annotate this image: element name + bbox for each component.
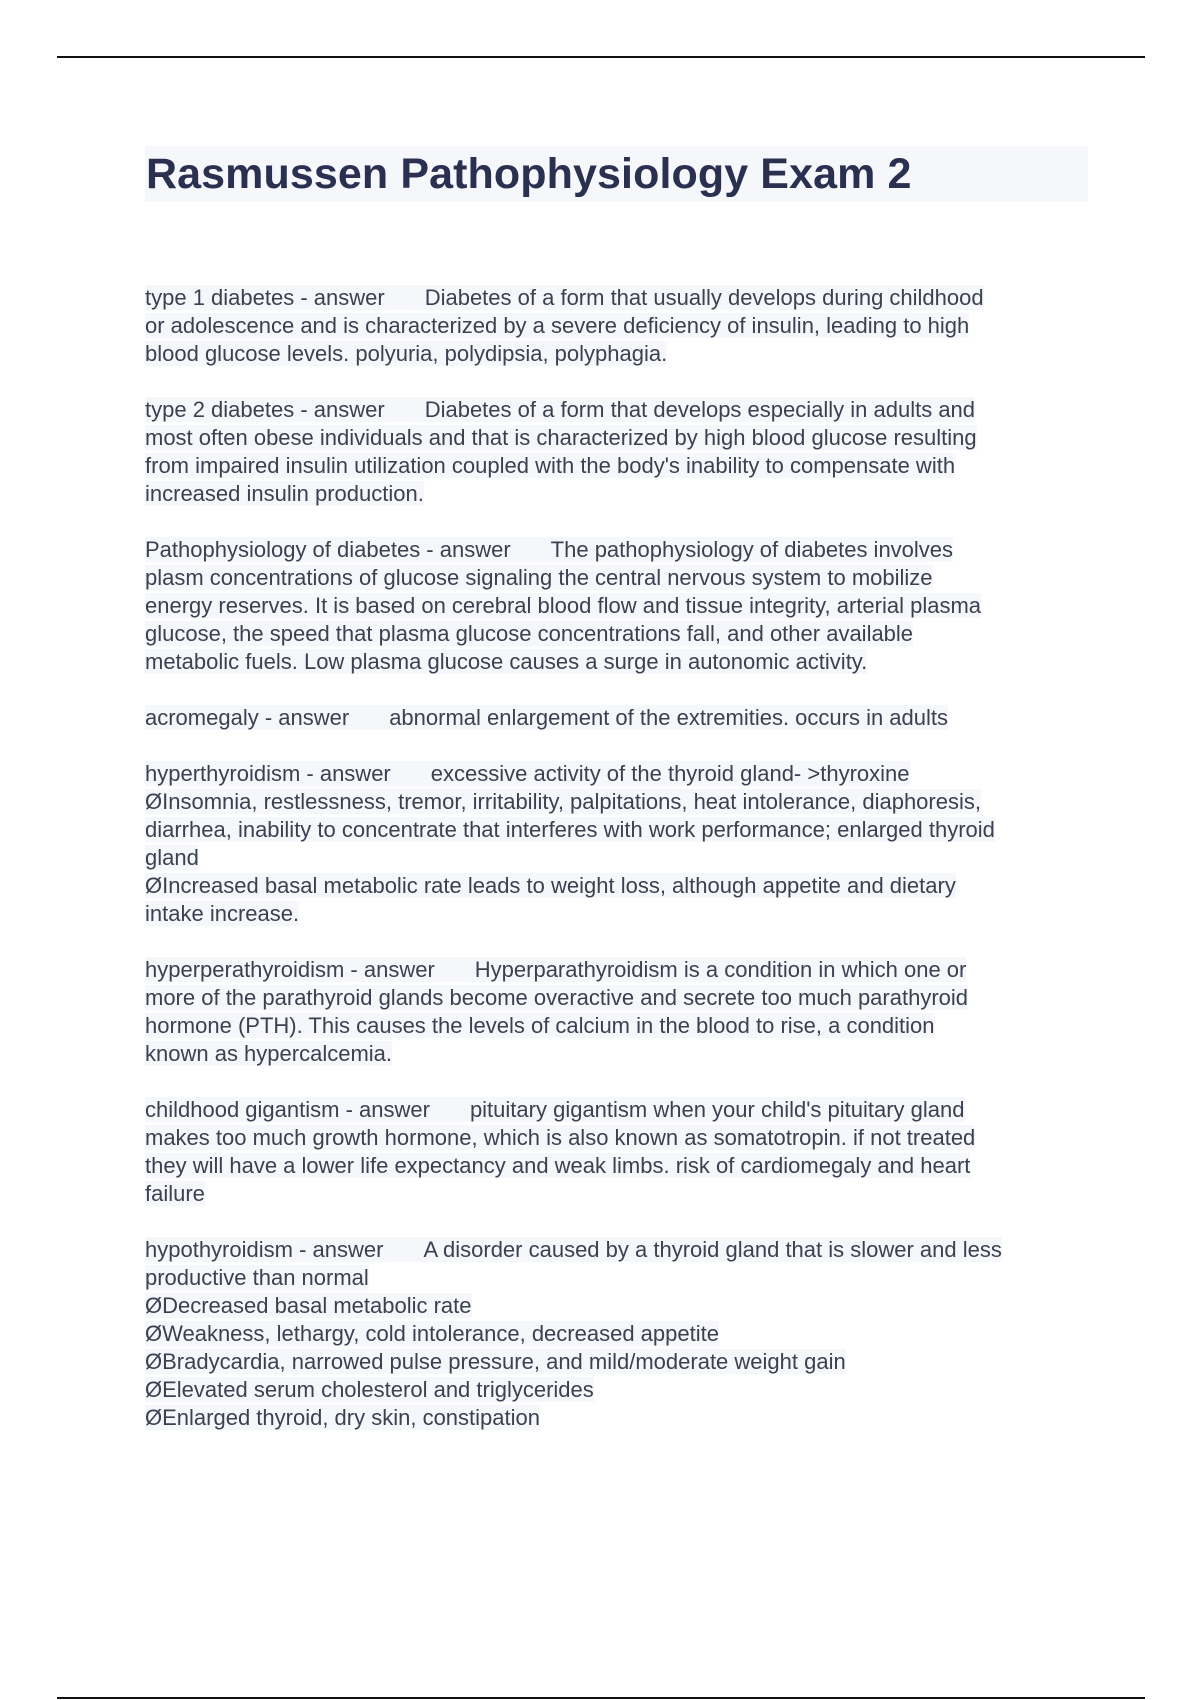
entry-answer-line: most often obese individuals and that is characterized by high blood glucose resulting <box>145 425 977 450</box>
entry-answer-line: Diabetes of a form that usually develops during childhood <box>424 285 984 310</box>
entry-answer-line: productive than normal <box>145 1265 369 1290</box>
entry-answer-line: known as hypercalcemia. <box>145 1041 393 1066</box>
page-title: Rasmussen Pathophysiology Exam 2 <box>146 150 912 198</box>
entry-answer-line: Hyperparathyroidism is a condition in which one or <box>474 957 967 982</box>
flashcard-entry <box>145 1236 1095 1432</box>
entry-answer-line: pituitary gigantism when your child's pituitary gland <box>469 1097 965 1122</box>
entry-answer-line: hormone (PTH). This causes the levels of calcium in the blood to rise, a condition <box>145 1013 935 1038</box>
flashcard-entry <box>145 956 1095 1068</box>
entry-answer-line: ØElevated serum cholesterol and triglycerides <box>145 1377 594 1402</box>
entry-term: type 2 diabetes - answer <box>145 397 385 422</box>
entry-answer-line: The pathophysiology of diabetes involves <box>550 537 954 562</box>
flashcard-list <box>145 284 1095 1460</box>
entry-answer-line: ØWeakness, lethargy, cold intolerance, decreased appetite <box>145 1321 719 1346</box>
entry-answer-line: ØEnlarged thyroid, dry skin, constipation <box>145 1405 540 1430</box>
entry-term: childhood gigantism - answer <box>145 1097 430 1122</box>
entry-answer-line: from impaired insulin utilization coupled with the body's inability to compensate with <box>145 453 956 478</box>
entry-answer-line: glucose, the speed that plasma glucose concentrations fall, and other available <box>145 621 914 646</box>
entry-answer-line: plasm concentrations of glucose signaling the central nervous system to mobilize <box>145 565 933 590</box>
flashcard-entry <box>145 704 1095 732</box>
entry-term: hyperthyroidism - answer <box>145 761 391 786</box>
entry-term: hyperperathyroidism - answer <box>145 957 435 982</box>
entry-term: acromegaly - answer <box>145 705 350 730</box>
flashcard-entry <box>145 760 1095 928</box>
entry-answer-line: excessive activity of the thyroid gland- >thyroxine <box>430 761 910 786</box>
entry-answer-line: intake increase. <box>145 901 300 926</box>
entry-answer-line: ØInsomnia, restlessness, tremor, irritability, palpitations, heat intolerance, diaphoresis, <box>145 789 981 814</box>
entry-answer-line: makes too much growth hormone, which is also known as somatotropin. if not treated <box>145 1125 976 1150</box>
entry-answer-line: more of the parathyroid glands become overactive and secrete too much parathyroid <box>145 985 969 1010</box>
flashcard-entry <box>145 1096 1095 1208</box>
entry-term: type 1 diabetes - answer <box>145 285 385 310</box>
entry-answer-line: ØDecreased basal metabolic rate <box>145 1293 472 1318</box>
entry-answer-line: ØBradycardia, narrowed pulse pressure, and mild/moderate weight gain <box>145 1349 846 1374</box>
bottom-rule <box>57 1697 1145 1699</box>
flashcard-entry <box>145 284 1095 368</box>
entry-answer-line: diarrhea, inability to concentrate that interferes with work performance; enlarged thyroid <box>145 817 995 842</box>
entry-answer-line: they will have a lower life expectancy and weak limbs. risk of cardiomegaly and heart <box>145 1153 971 1178</box>
entry-answer-line: or adolescence and is characterized by a severe deficiency of insulin, leading to high <box>145 313 970 338</box>
entry-term: hypothyroidism - answer <box>145 1237 384 1262</box>
entry-answer-line: A disorder caused by a thyroid gland that is slower and less <box>423 1237 1002 1262</box>
entry-answer-line: failure <box>145 1181 205 1206</box>
entry-answer-line: gland <box>145 845 199 870</box>
flashcard-entry <box>145 536 1095 676</box>
entry-answer-line: metabolic fuels. Low plasma glucose causes a surge in autonomic activity. <box>145 649 868 674</box>
flashcard-entry <box>145 396 1095 508</box>
entry-answer-line: Diabetes of a form that develops especially in adults and <box>424 397 976 422</box>
entry-answer-line: blood glucose levels. polyuria, polydipsia, polyphagia. <box>145 341 668 366</box>
entry-answer-line: ØIncreased basal metabolic rate leads to weight loss, although appetite and dietary <box>145 873 956 898</box>
entry-answer-line: abnormal enlargement of the extremities. occurs in adults <box>389 705 949 730</box>
title-block <box>145 146 1088 202</box>
top-rule <box>57 56 1145 58</box>
entry-answer-line: energy reserves. It is based on cerebral blood flow and tissue integrity, arterial plasma <box>145 593 982 618</box>
entry-answer-line: increased insulin production. <box>145 481 424 506</box>
entry-term: Pathophysiology of diabetes - answer <box>145 537 511 562</box>
